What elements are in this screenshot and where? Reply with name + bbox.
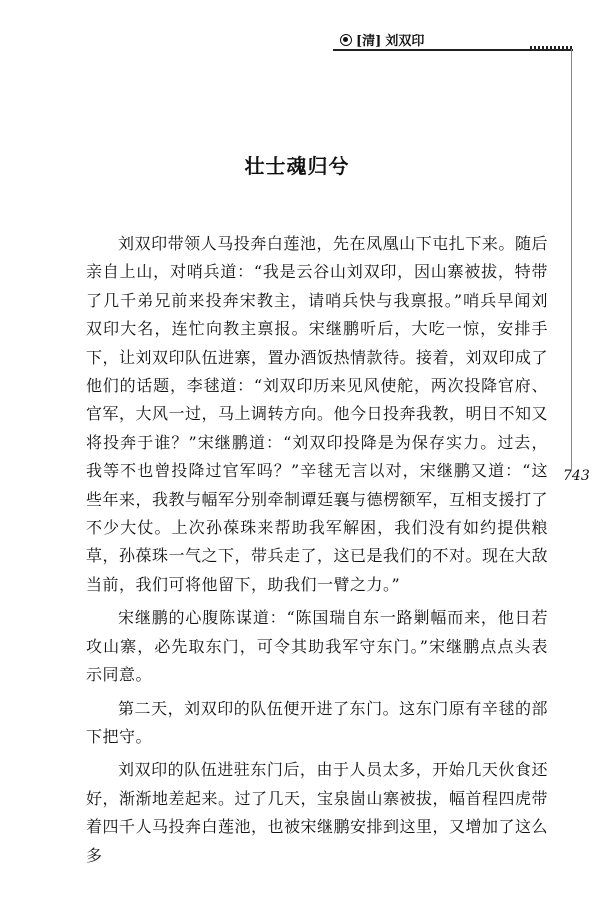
header-author: 刘双印: [385, 34, 425, 49]
paragraph: 宋继鹏的心腹陈谋道：“陈国瑞自东一路剿幅而来，他日若攻山寨，必先取东门，可令其助我军守东门。”宋继鹏点点头表示同意。: [86, 608, 548, 685]
header-dynasty-tag: [清]: [356, 34, 382, 49]
header-rule-dots: [530, 46, 573, 49]
chapter-title: 壮士魂归兮: [244, 154, 350, 178]
paragraph: 第二天，刘双印的队伍便开进了东门。这东门原有辛毬的部下把守。: [86, 698, 548, 746]
bullet-circle-icon: [340, 34, 352, 46]
page-number: 743: [563, 468, 590, 484]
paragraph: 刘双印带领人马投奔白莲池，先在凤凰山下屯扎下来。随后亲自上山，对哨兵道：“我是云谷山刘双印，因山寨被拔，特带了几千弟兄前来投奔宋教主，请哨兵快与我禀报。”哨兵早闻刘双印大名，连忙向教主禀报。宋继鹏听后，大吃一惊，安排手下，让刘双印队伍进寨，置办酒饭热情款待。接着，刘双印成了他们的话题，李毬道：“刘双印历来见风使舵，两次投降官府、官军，大风一过，马上调转方向。他今日投奔我教，明日不知又将投奔于谁？”宋继鹏道：“刘双印投降是为保存实力。过去，我等不也曾投降过官军吗？”辛毬无言以对，宋继鹏又道：“这些年来，我教与幅军分别牵制谭廷襄与德楞额军，互相支援打了不少大仗。上次孙葆珠来帮助我军解困，我们没有如约提供粮草，孙葆珠一气之下，带兵走了，这已是我们的不对。现在大敌当前，我们可将他留下，助我们一臂之力。”: [86, 234, 549, 594]
header-rule: [333, 49, 573, 51]
paragraph: 刘双印的队伍进驻东门后，由于人员太多，开始几天伙食还好，渐渐地差起来。过了几天，宝泉崮山寨被拔，幅首程四虎带着四千人马投奔白莲池，也被宋继鹏安排到这里，又增加了这么多: [86, 760, 549, 865]
running-header: [340, 30, 424, 49]
margin-rule: [571, 49, 572, 469]
body-text: [86, 230, 548, 875]
